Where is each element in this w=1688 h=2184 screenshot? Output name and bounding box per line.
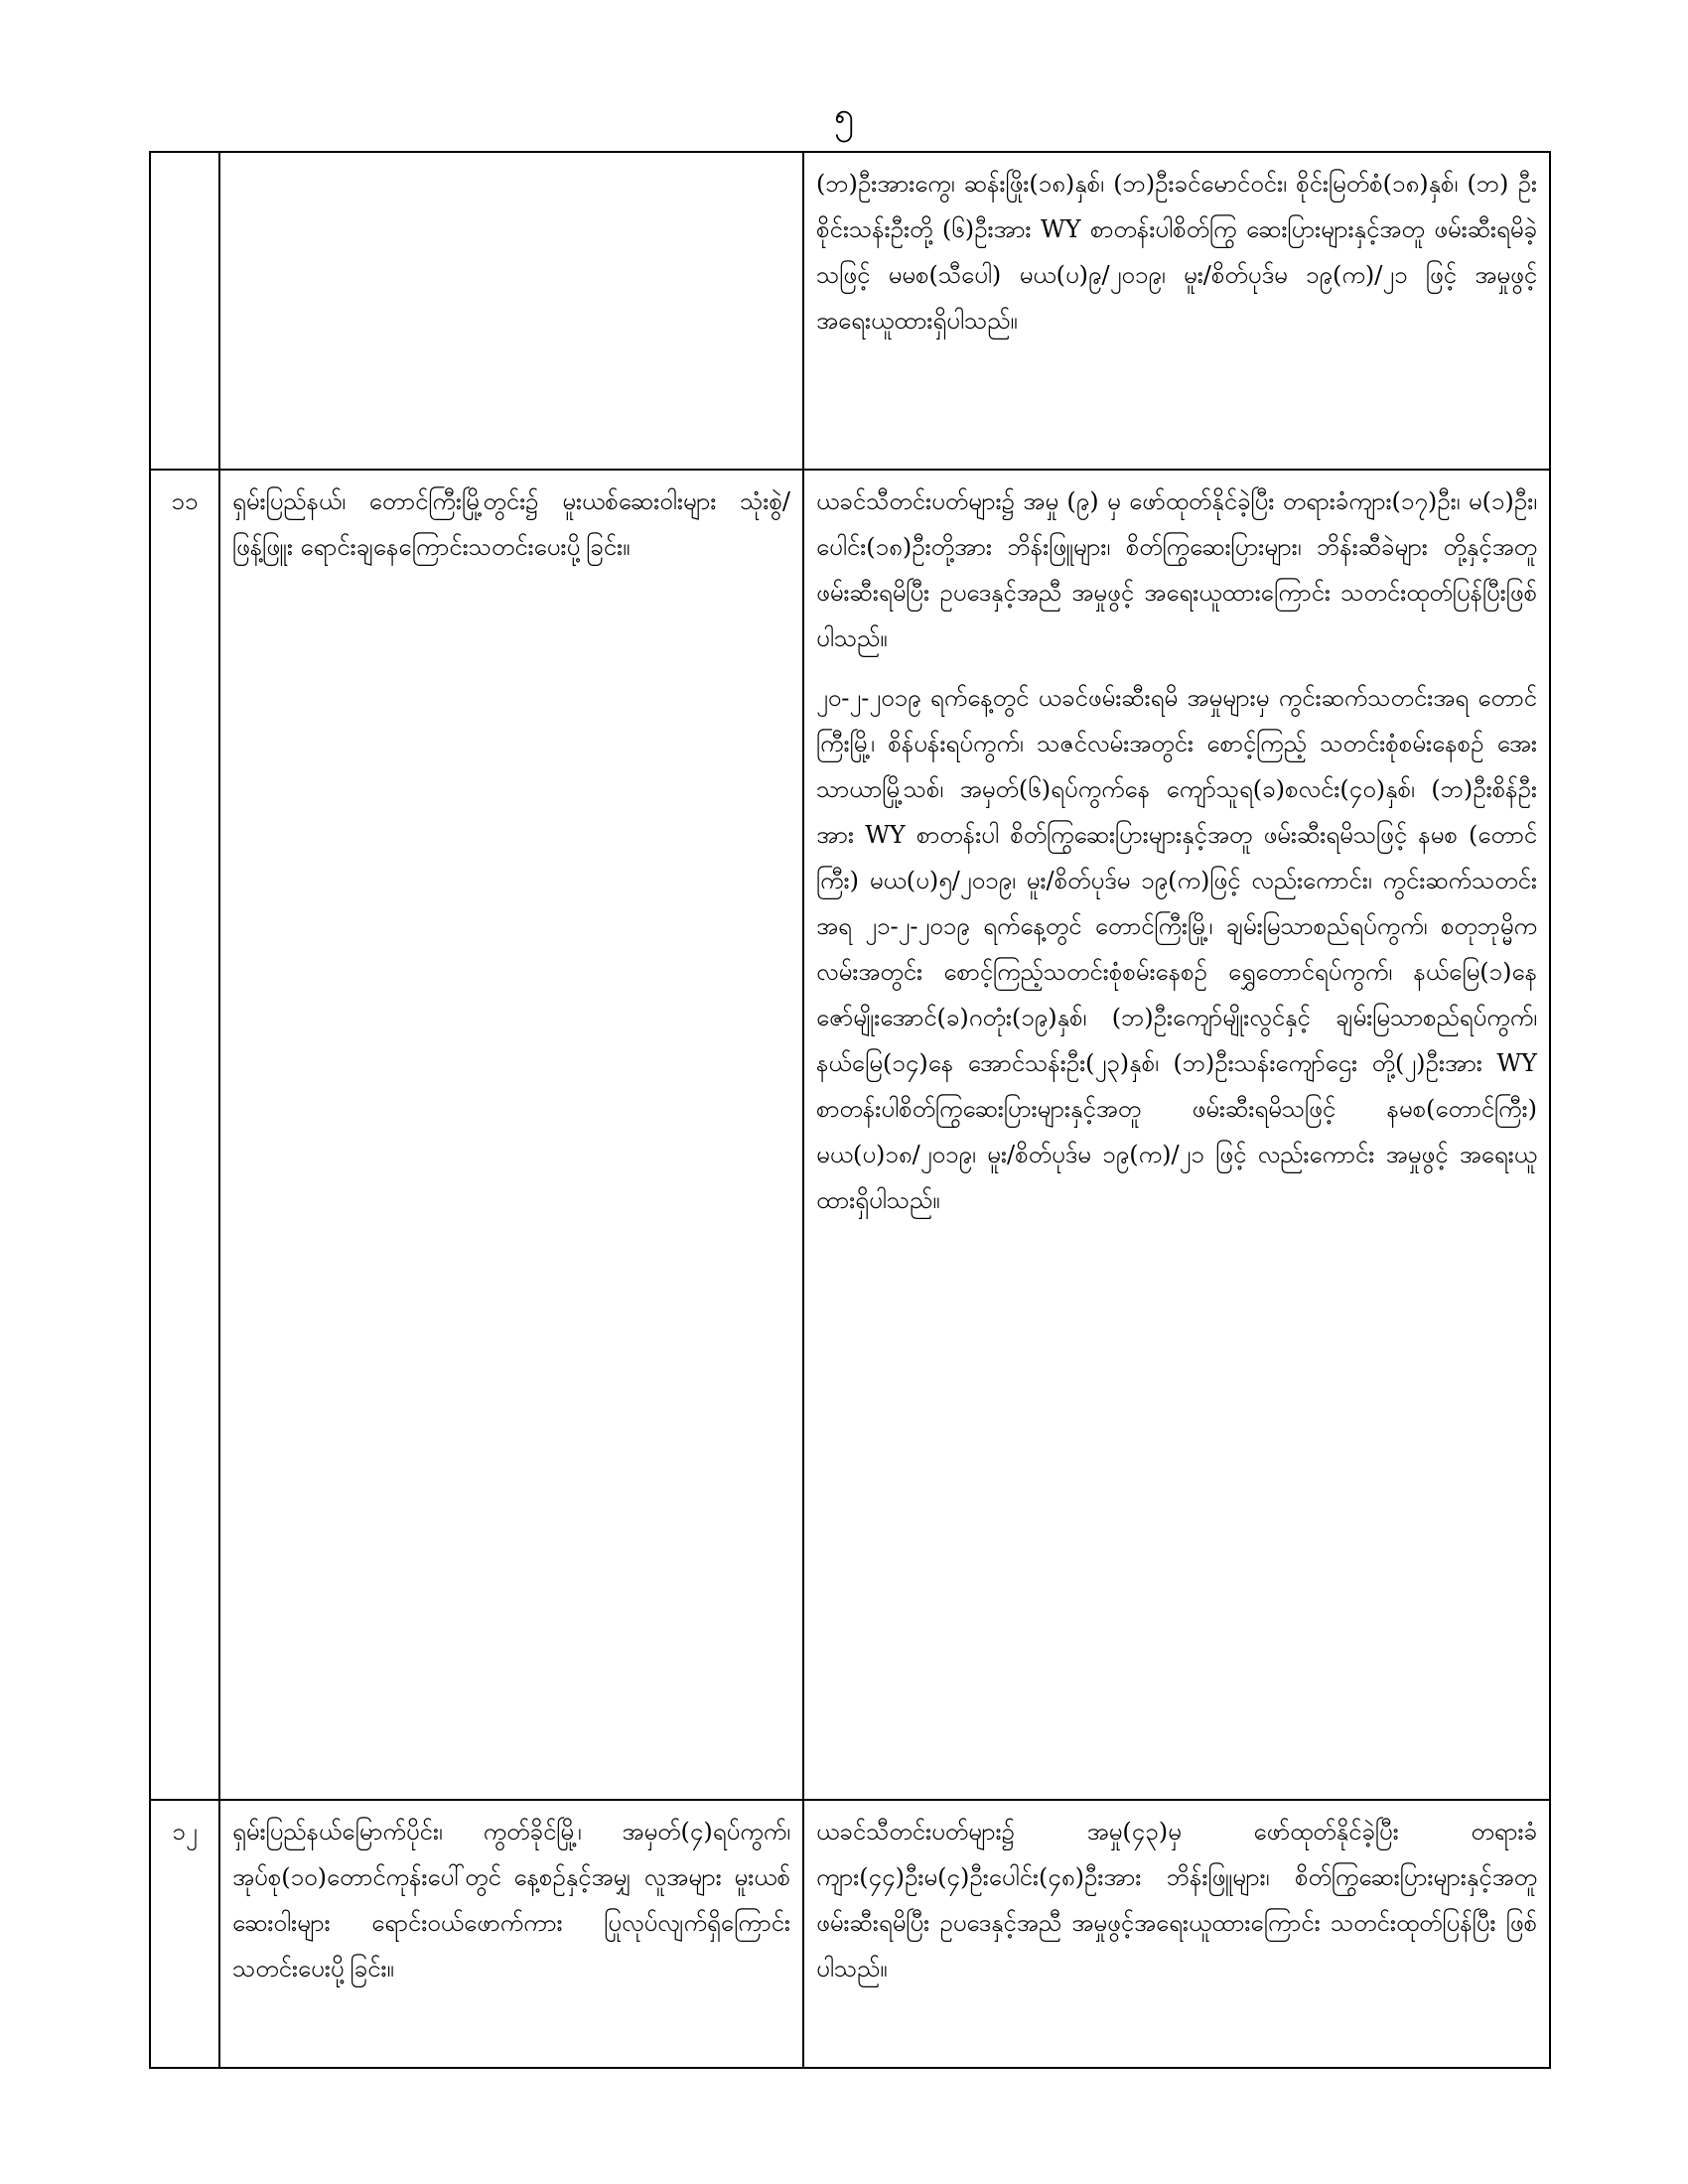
table-row bbox=[150, 152, 1550, 470]
row-number-cell: ၁၂ bbox=[150, 1800, 219, 2068]
result-paragraph: ၂၀-၂-၂၀၁၉ ရက်နေ့တွင် ယခင်ဖမ်းဆီးရမိ အမှုများမှ ကွင်းဆက်သတင်းအရ တောင်ကြီးမြို့၊ စိန်ပန်းရပ်ကွက်၊ သဇင်လမ်းအတွင်း စောင့်ကြည့် သတင်းစုံစမ်းနေစဉ် အေးသာယာမြို့သစ်၊ အမှတ်(၆)ရပ်ကွက်နေ ကျော်သူရ(ခ)စလင်း(၄၀)နှစ်၊ (ဘ)ဦးစိန်ဦးအား WY စာတန်းပါ စိတ်ကြွဆေးပြားများနှင့်အတူ ဖမ်းဆီးရမိသဖြင့် နမစ (တောင်ကြီး) မယ(ပ)၅/၂၀၁၉၊ မူး/စိတ်ပုဒ်မ ၁၉(က)ဖြင့် လည်းကောင်း၊ ကွင်းဆက်သတင်းအရ ၂၁-၂-၂၀၁၉ ရက်နေ့တွင် တောင်ကြီးမြို့၊ ချမ်းမြသာစည်ရပ်ကွက်၊ စတုဘုမ္မိကလမ်းအတွင်း စောင့်ကြည့်သတင်းစုံစမ်းနေစဉ် ရွှေတောင်ရပ်ကွက်၊ နယ်မြေ(၁)နေ ဇော်မျိုးအောင်(ခ)ဂတုံး(၁၉)နှစ်၊ (ဘ)ဦးကျော်မျိုးလွင်နှင့် ချမ်းမြသာစည်ရပ်ကွက်၊ နယ်မြေ(၁၄)နေ အောင်သန်းဦး(၂၃)နှစ်၊ (ဘ)ဦးသန်းကျော်ဌေး တို့(၂)ဦးအား WY စာတန်းပါစိတ်ကြွဆေးပြားများနှင့်အတူ ဖမ်းဆီးရမိသဖြင့် နမစ(တောင်ကြီး) မယ(ပ)၁၈/၂၀၁၉၊ မူး/စိတ်ပုဒ်မ ၁၉(က)/၂၁ ဖြင့် လည်းကောင်း အမှုဖွင့် အရေးယူထားရှိပါသည်။ bbox=[816, 684, 1537, 1214]
issue-cell: ရှမ်းပြည်နယ်၊ တောင်ကြီးမြို့တွင်း၌ မူးယစ်ဆေးဝါးများ သုံးစွဲ/ဖြန့်ဖြူး ရောင်းချနေကြောင်းသတင်းပေးပို့ခြင်း။ bbox=[219, 470, 803, 1800]
result-cell bbox=[803, 152, 1550, 470]
result-paragraph: ယခင်သီတင်းပတ်များ၌ အမှု(၄၃)မှ ဖော်ထုတ်နိုင်ခဲ့ပြီး တရားခံကျား(၄၄)ဦးမ(၄)ဦးပေါင်း(၄၈)ဦးအား ဘိန်းဖြူများ၊ စိတ်ကြွဆေးပြားများနှင့်အတူ ဖမ်းဆီးရမိပြီး ဥပဒေနှင့်အညီ အမှုဖွင့်အရေးယူထားကြောင်း သတင်းထုတ်ပြန်ပြီး ဖြစ်ပါသည်။ bbox=[816, 1818, 1537, 1982]
row-number-cell bbox=[150, 152, 219, 470]
issue-cell: ရှမ်းပြည်နယ်မြောက်ပိုင်း၊ ကွတ်ခိုင်မြို့၊ အမှတ်(၄)ရပ်ကွက်၊အုပ်စု(၁၀)တောင်ကုန်းပေါ်တွင် နေ့စဉ်နှင့်အမျှ လူအများ မူးယစ်ဆေးဝါးများ ရောင်းဝယ်ဖောက်ကား ပြုလုပ်လျက်ရှိကြောင်း သတင်းပေးပို့ခြင်း။ bbox=[219, 1800, 803, 2068]
result-paragraph: (ဘ)ဦးအားကွေ၊ ဆန်းဖြိုး(၁၈)နှစ်၊ (ဘ)ဦးခင်မောင်ဝင်း၊ စိုင်းမြတ်စံ(၁၈)နှစ်၊ (ဘ) ဦးစိုင်းသန်းဦးတို့ (၆)ဦးအား WY စာတန်းပါစိတ်ကြွ ဆေးပြားများနှင့်အတူ ဖမ်းဆီးရမိခဲ့သဖြင့် မမစ(သီပေါ) မယ(ပ)၉/၂၀၁၉၊ မူး/စိတ်ပုဒ်မ ၁၉(က)/၂၁ ဖြင့် အမှုဖွင့် အရေးယူထားရှိပါသည်။ bbox=[816, 170, 1537, 335]
result-cell bbox=[803, 1800, 1550, 2068]
report-table bbox=[149, 151, 1551, 2069]
issue-cell bbox=[219, 152, 803, 470]
result-paragraph: ယခင်သီတင်းပတ်များ၌ အမှု (၉) မှ ဖော်ထုတ်နိုင်ခဲ့ပြီး တရားခံကျား(၁၇)ဦး၊ မ(၁)ဦး၊ ပေါင်း(၁၈)ဦးတို့အား ဘိန်းဖြူများ၊ စိတ်ကြွဆေးပြားများ၊ ဘိန်းဆီခဲများ တို့နှင့်အတူဖမ်းဆီးရမိပြီး ဥပဒေနှင့်အညီ အမှုဖွင့် အရေးယူထားကြောင်း သတင်းထုတ်ပြန်ပြီးဖြစ် ပါသည်။ bbox=[816, 487, 1537, 652]
result-cell bbox=[803, 470, 1550, 1800]
page-number: ၅ bbox=[833, 95, 855, 136]
table-row bbox=[150, 470, 1550, 1800]
row-number-cell: ၁၁ bbox=[150, 470, 219, 1800]
table-row bbox=[150, 1800, 1550, 2068]
